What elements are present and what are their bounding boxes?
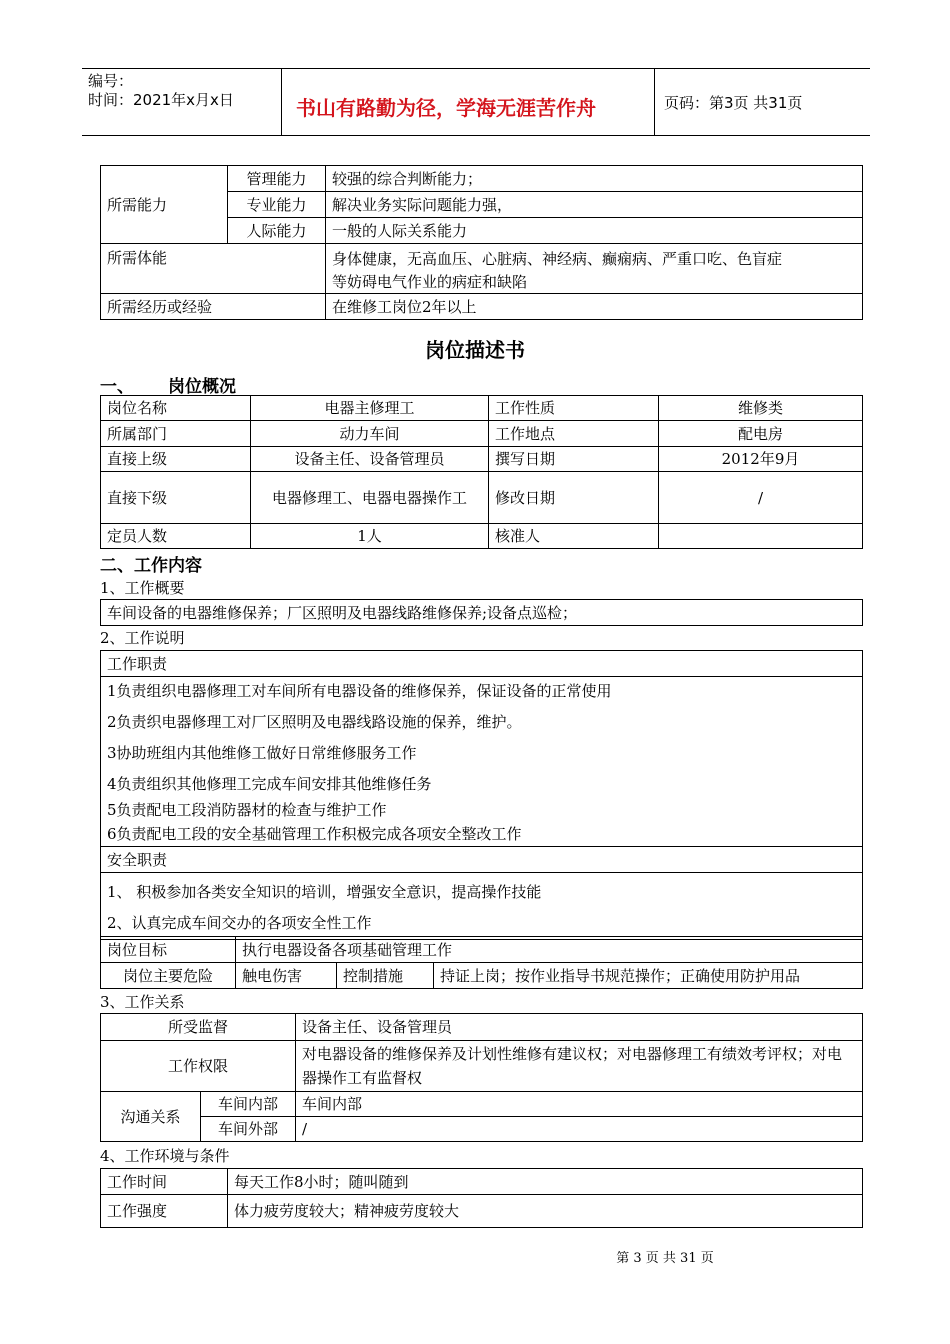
control-label: 控制措施 bbox=[337, 963, 434, 989]
overview-label: 修改日期 bbox=[489, 472, 659, 524]
overview-label: 直接下级 bbox=[101, 472, 251, 524]
comm-sub-value: 车间内部 bbox=[296, 1092, 863, 1117]
overview-value: 1人 bbox=[251, 524, 489, 549]
control-value: 持证上岗；按作业指导书规范操作；正确使用防护用品 bbox=[434, 963, 863, 989]
goal-value: 执行电器设备各项基础管理工作 bbox=[236, 937, 863, 963]
overview-label: 工作地点 bbox=[489, 421, 659, 447]
goal-table bbox=[100, 936, 863, 989]
overview-label: 核准人 bbox=[489, 524, 659, 549]
work-time-value: 每天工作8小时；随叫随到 bbox=[228, 1169, 863, 1195]
overview-value: / bbox=[659, 472, 863, 524]
environment-table bbox=[100, 1168, 863, 1228]
overview-value: 维修类 bbox=[659, 396, 863, 421]
risk-label: 岗位主要危险 bbox=[101, 963, 236, 989]
physical-label: 所需体能 bbox=[101, 244, 326, 294]
overview-value: 配电房 bbox=[659, 421, 863, 447]
ability-sub: 专业能力 bbox=[228, 192, 326, 218]
section2-title: 二、工作内容 bbox=[100, 556, 202, 576]
overview-value: 动力车间 bbox=[251, 421, 489, 447]
duty-item: 5负责配电工段消防器材的检查与维护工作 bbox=[107, 801, 387, 819]
ability-value: 一般的人际关系能力 bbox=[326, 218, 863, 244]
risk-value: 触电伤害 bbox=[236, 963, 337, 989]
goal-label: 岗位目标 bbox=[101, 937, 236, 963]
section1-num: 一、 bbox=[100, 377, 134, 397]
work-time-label: 工作时间 bbox=[101, 1169, 228, 1195]
authority-label: 工作权限 bbox=[101, 1041, 296, 1092]
ability-label: 所需能力 bbox=[101, 166, 228, 244]
supervise-label: 所受监督 bbox=[101, 1014, 296, 1041]
overview-value: 设备主任、设备管理员 bbox=[251, 447, 489, 472]
header-time: 时间：2021年x月x日 bbox=[88, 91, 234, 109]
section3-label: 3、工作关系 bbox=[100, 993, 185, 1011]
overview-label: 工作性质 bbox=[489, 396, 659, 421]
summary-table bbox=[100, 599, 863, 626]
duty-list bbox=[101, 677, 863, 847]
safety-item: 1、 积极参加各类安全知识的培训，增强安全意识，提高操作技能 bbox=[107, 883, 542, 901]
ability-sub: 人际能力 bbox=[228, 218, 326, 244]
doc-title: 岗位描述书 bbox=[425, 338, 525, 362]
ability-sub: 管理能力 bbox=[228, 166, 326, 192]
ability-value: 较强的综合判断能力； bbox=[326, 166, 863, 192]
overview-label: 直接上级 bbox=[101, 447, 251, 472]
experience-label: 所需经历或经验 bbox=[101, 294, 326, 320]
header-divider-1 bbox=[281, 68, 282, 135]
duty-item: 6负责配电工段的安全基础管理工作积极完成各项安全整改工作 bbox=[107, 825, 522, 843]
overview-label: 岗位名称 bbox=[101, 396, 251, 421]
relation-table bbox=[100, 1013, 863, 1142]
duty-item: 4负责组织其他修理工完成车间安排其他维修任务 bbox=[107, 775, 432, 793]
intensity-value: 体力疲劳度较大；精神疲劳度较大 bbox=[228, 1195, 863, 1228]
overview-table bbox=[100, 395, 863, 549]
duty-item: 2负责织电器修理工对厂区照明及电器线路设施的保养，维护。 bbox=[107, 713, 522, 731]
experience-value: 在维修工岗位2年以上 bbox=[326, 294, 863, 320]
authority-value: 对电器设备的维修保养及计划性维修有建议权；对电器修理工有绩效考评权；对电器操作工有监督权 bbox=[296, 1041, 863, 1092]
safety-item: 2、认真完成车间交办的各项安全性工作 bbox=[107, 914, 372, 932]
intensity-label: 工作强度 bbox=[101, 1195, 228, 1228]
comm-label: 沟通关系 bbox=[101, 1092, 201, 1142]
header-divider-2 bbox=[654, 68, 655, 135]
supervise-value: 设备主任、设备管理员 bbox=[296, 1014, 863, 1041]
safety-list bbox=[101, 873, 863, 940]
header-page: 页码：第3页 共31页 bbox=[664, 94, 803, 112]
section1-title: 岗位概况 bbox=[168, 377, 236, 397]
footer-page: 第 3 页 共 31 页 bbox=[616, 1251, 714, 1266]
section4-label: 4、工作环境与条件 bbox=[100, 1147, 230, 1165]
header-motto: 书山有路勤为径，学海无涯苦作舟 bbox=[296, 96, 596, 120]
overview-label: 定员人数 bbox=[101, 524, 251, 549]
physical-value-line: 身体健康，无高血压、心脏病、神经病、癫痫病、严重口吃、色盲症 bbox=[332, 249, 783, 268]
section2-desc-label: 2、工作说明 bbox=[100, 629, 185, 647]
header-top-rule bbox=[82, 68, 870, 69]
duty-table bbox=[100, 650, 863, 940]
header-bottom-rule bbox=[82, 135, 870, 136]
overview-label: 撰写日期 bbox=[489, 447, 659, 472]
overview-value bbox=[659, 524, 863, 549]
overview-value: 电器修理工、电器电器操作工 bbox=[251, 472, 489, 524]
ability-value: 解决业务实际问题能力强， bbox=[326, 192, 863, 218]
physical-value bbox=[326, 244, 863, 294]
comm-sub-value: / bbox=[296, 1117, 863, 1142]
duty-header: 工作职责 bbox=[101, 651, 863, 677]
safety-header: 安全职责 bbox=[101, 847, 863, 873]
comm-sub-label: 车间内部 bbox=[201, 1092, 296, 1117]
overview-value: 2012年9月 bbox=[659, 447, 863, 472]
overview-value: 电器主修理工 bbox=[251, 396, 489, 421]
overview-label: 所属部门 bbox=[101, 421, 251, 447]
physical-value-line: 等妨碍电气作业的病症和缺陷 bbox=[332, 272, 528, 291]
summary-text: 车间设备的电器维修保养；厂区照明及电器线路维修保养;设备点巡检； bbox=[101, 600, 863, 626]
section2-overview-label: 1、工作概要 bbox=[100, 579, 185, 597]
duty-item: 3协助班组内其他维修工做好日常维修服务工作 bbox=[107, 744, 417, 762]
duty-item: 1负责组织电器修理工对车间所有电器设备的维修保养，保证设备的正常使用 bbox=[107, 682, 612, 700]
comm-sub-label: 车间外部 bbox=[201, 1117, 296, 1142]
header-code: 编号： bbox=[88, 72, 134, 90]
ability-table bbox=[100, 165, 863, 320]
